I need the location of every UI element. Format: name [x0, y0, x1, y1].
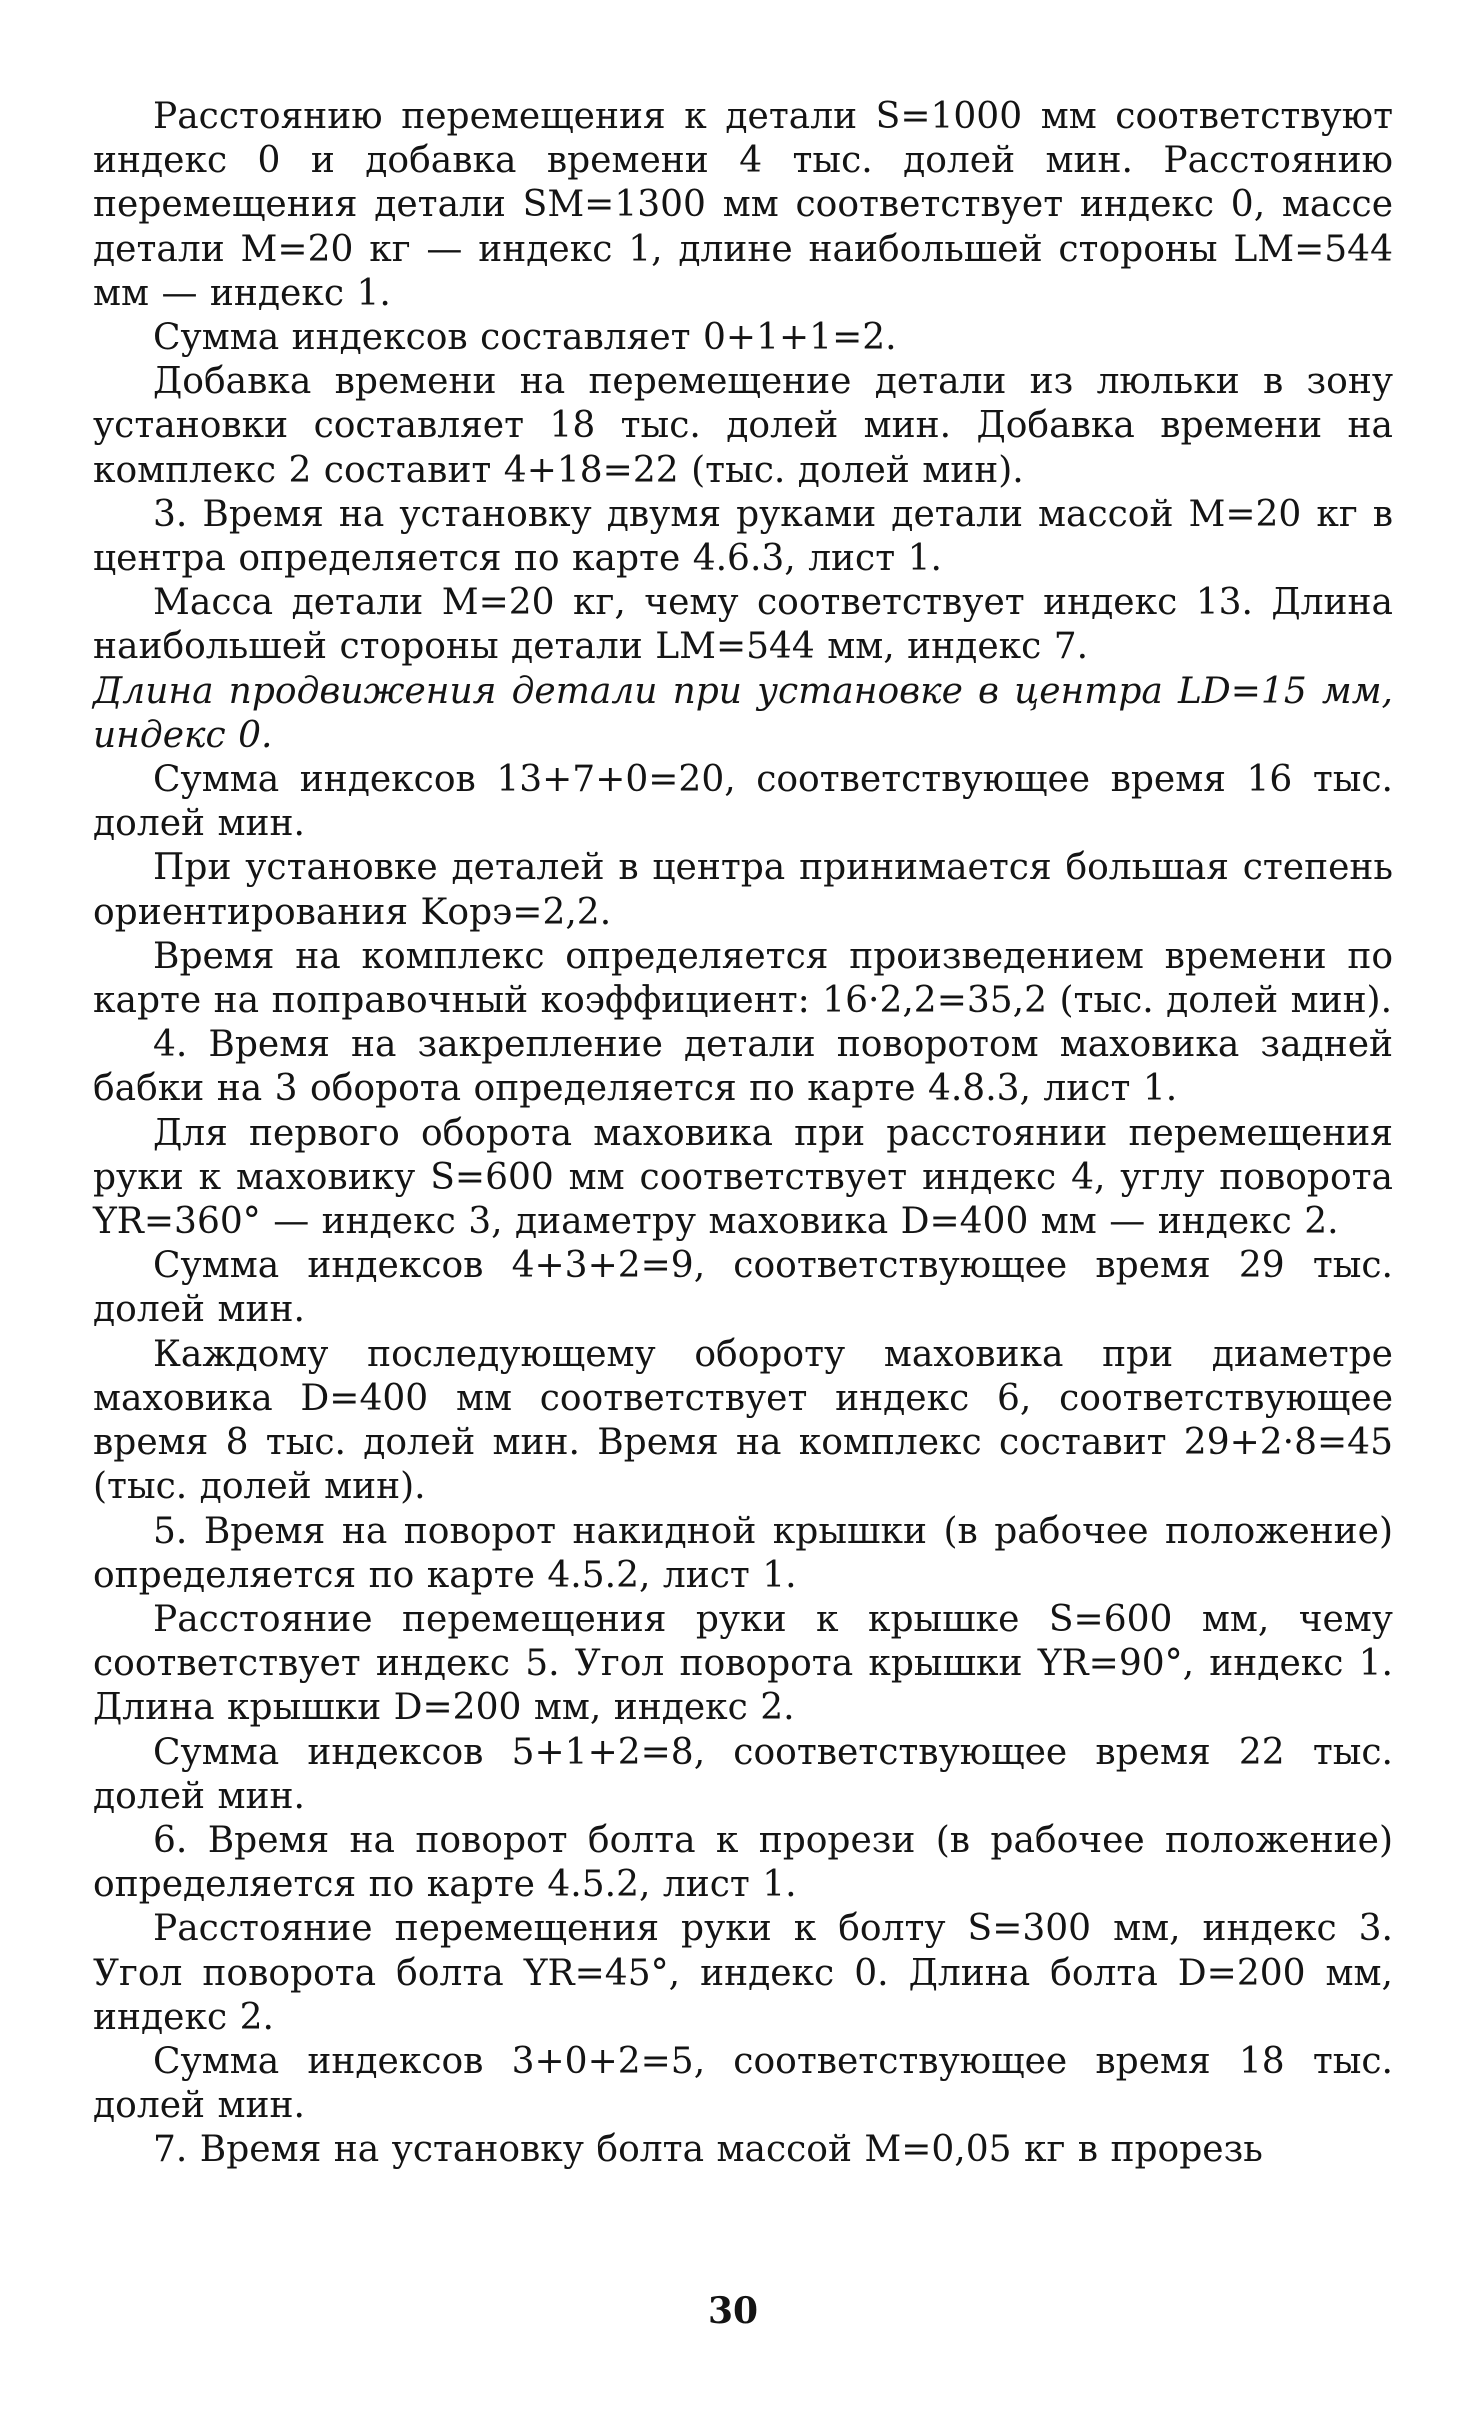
paragraph-3: Добавка времени на перемещение детали из люльки в зону установки составляет 18 тыс. долей мин. Добавка времени на комплекс 2 составит 4+18=22 (тыс. долей мин).: [93, 361, 1393, 491]
paragraph-7: Сумма индексов 13+7+0=20, соответствующее время 16 тыс. долей мин.: [93, 759, 1393, 845]
paragraph-1: Расстоянию перемещения к детали S=1000 мм соответствуют индекс 0 и добавка времени 4 тыс. долей мин. Расстоянию перемещения детали SM=1300 мм соответствует индекс 0, массе детали M=20 кг — индекс 1, длине наибольшей стороны LM=544 мм — индекс 1.: [93, 96, 1393, 314]
page-text-body: [93, 95, 1393, 2173]
paragraph-9: Время на комплекс определяется произведением времени по карте на поправочный коэффициент: 16·2,2=35,2 (тыс. долей мин).: [93, 935, 1393, 1022]
paragraph-18: Расстояние перемещения руки к болту S=300 мм, индекс 3. Угол поворота болта YR=45°, индекс 0. Длина болта D=200 мм, индекс 2.: [93, 1908, 1393, 2038]
paragraph-13: Каждому последующему обороту маховика при диаметре маховика D=400 мм соответствует индекс 6, соответствующее время 8 тыс. долей мин. Время на комплекс составит 29+2·8=45 (тыс. долей мин).: [93, 1333, 1393, 1508]
paragraph-17: 6. Время на поворот болта к прорези (в рабочее положение) определяется по карте 4.5.2, лист 1.: [93, 1819, 1393, 1906]
paragraph-15: Расстояние перемещения руки к крышке S=600 мм, чему соответствует индекс 5. Угол поворота крышки YR=90°, индекс 1. Длина крышки D=200 мм, индекс 2.: [93, 1598, 1393, 1729]
paragraph-14: 5. Время на поворот накидной крышки (в рабочее положение) определяется по карте 4.5.2, лист 1.: [93, 1510, 1393, 1596]
paragraph-11: Для первого оборота маховика при расстоянии перемещения руки к маховику S=600 мм соответствует индекс 4, углу поворота YR=360° — индекс 3, диаметру маховика D=400 мм — индекс 2.: [93, 1112, 1393, 1243]
paragraph-12: Сумма индексов 4+3+2=9, соответствующее время 29 тыс. долей мин.: [93, 1245, 1393, 1331]
paragraph-6-italic: Длина продвижения детали при установке в центра LD=15 мм, индекс 0.: [93, 670, 1393, 756]
paragraph-20: 7. Время на установку болта массой M=0,05 кг в прорезь: [153, 2129, 1263, 2171]
paragraph-2: Сумма индексов составляет 0+1+1=2.: [153, 317, 897, 359]
paragraph-16: Сумма индексов 5+1+2=8, соответствующее время 22 тыс. долей мин.: [93, 1731, 1393, 1817]
paragraph-8: При установке деталей в центра принимается большая степень ориентирования Kорэ=2,2.: [93, 847, 1393, 933]
page-number: 30: [707, 2290, 759, 2332]
paragraph-19: Сумма индексов 3+0+2=5, соответствующее время 18 тыс. долей мин.: [93, 2040, 1393, 2127]
paragraph-5: Масса детали M=20 кг, чему соответствует индекс 13. Длина наибольшей стороны детали LM=544 мм, индекс 7.: [93, 582, 1393, 668]
paragraph-10: 4. Время на закрепление детали поворотом маховика задней бабки на 3 оборота определяется по карте 4.8.3, лист 1.: [93, 1024, 1393, 1110]
paragraph-4: 3. Время на установку двумя руками детали массой M=20 кг в центра определяется по карте 4.6.3, лист 1.: [93, 493, 1393, 580]
